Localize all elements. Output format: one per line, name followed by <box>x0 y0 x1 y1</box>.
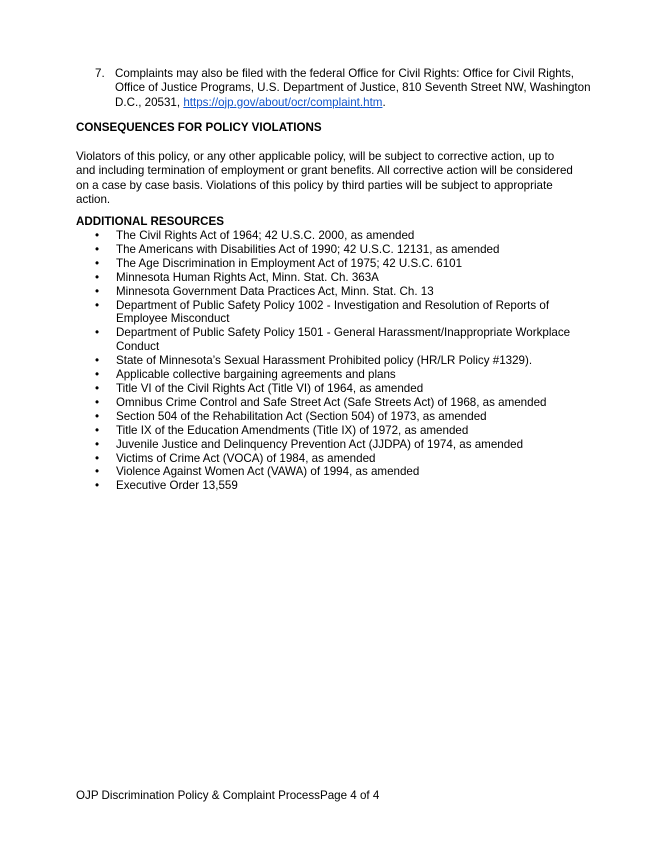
list-item-text: Juvenile Justice and Delinquency Prevention Act (JJDPA) of 1974, as amended <box>116 437 524 451</box>
list-item <box>76 438 596 452</box>
list-item-text: Title IX of the Education Amendments (Title IX) of 1972, as amended <box>116 423 469 437</box>
bullet-icon: • <box>95 479 100 493</box>
list-item <box>76 382 596 396</box>
bullet-icon: • <box>95 354 100 368</box>
bullet-icon: • <box>95 229 100 242</box>
bullet-icon: • <box>95 256 100 270</box>
list-item-text: The Age Discrimination in Employment Act of 1975; 42 U.S.C. 6101 <box>116 256 463 270</box>
bullet-icon: • <box>95 326 100 340</box>
list-item-text: The Civil Rights Act of 1964; 42 U.S.C. 2000, as amended <box>116 229 415 242</box>
consequences-heading: CONSEQUENCES FOR POLICY VIOLATIONS <box>76 121 322 134</box>
list-item <box>76 257 596 271</box>
list-item-text: Applicable collective bargaining agreements and plans <box>116 368 396 382</box>
list-item <box>76 271 596 285</box>
resources-list <box>76 229 596 493</box>
list-item-text: Minnesota Human Rights Act, Minn. Stat. Ch. 363A <box>116 270 379 284</box>
list-item-text: Department of Public Safety Policy 1002 - Investigation and Resolution of Reports of Employee Misconduct <box>116 298 550 326</box>
bullet-icon: • <box>95 270 100 284</box>
item-text <box>115 67 595 110</box>
list-item <box>76 299 596 327</box>
consequences-paragraph: Violators of this policy, or any other applicable policy, will be subject to corrective action, up to and including termination of employment or grant benefits. All corrective action will be considered on a case by case basis. Violations of this policy by third parties will be subject to appropriate action. <box>76 150 573 207</box>
list-item-text: Department of Public Safety Policy 1501 - General Harassment/Inappropriate Workplace Conduct <box>116 326 571 354</box>
list-item-text: Omnibus Crime Control and Safe Street Act (Safe Streets Act) of 1968, as amended <box>116 395 547 409</box>
numbered-item-7 <box>95 67 595 110</box>
list-item <box>76 424 596 438</box>
bullet-icon: • <box>95 451 100 465</box>
bullet-icon: • <box>95 465 100 479</box>
list-item <box>76 243 596 257</box>
bullet-icon: • <box>95 284 100 298</box>
list-item <box>76 285 596 299</box>
list-item <box>76 354 596 368</box>
list-item-text: Violence Against Women Act (VAWA) of 1994, as amended <box>116 465 420 479</box>
page-footer: OJP Discrimination Policy & Complaint ProcessPage 4 of 4 <box>76 789 380 802</box>
item-text-body: Complaints may also be filed with the federal Office for Civil Rights: Office for Civil Rights, Office of Justice Programs, U.S. Department of Justice, 810 Seventh Street NW, Washington D.C., 20531, <box>115 67 591 109</box>
list-item <box>76 368 596 382</box>
list-item <box>76 452 596 466</box>
list-item-text: State of Minnesota’s Sexual Harassment Prohibited policy (HR/LR Policy #1329). <box>116 354 533 368</box>
item-text-suffix: . <box>382 95 386 109</box>
list-item <box>76 229 596 243</box>
resources-heading: ADDITIONAL RESOURCES <box>76 215 224 228</box>
list-item-text: Victims of Crime Act (VOCA) of 1984, as amended <box>116 451 376 465</box>
bullet-icon: • <box>95 395 100 409</box>
bullet-icon: • <box>95 409 100 423</box>
list-item <box>76 410 596 424</box>
bullet-icon: • <box>95 423 100 437</box>
bullet-icon: • <box>95 242 100 256</box>
list-item <box>76 479 596 493</box>
list-item <box>76 326 596 354</box>
bullet-icon: • <box>95 381 100 395</box>
list-item <box>76 396 596 410</box>
list-item-text: Title VI of the Civil Rights Act (Title VI) of 1964, as amended <box>116 381 424 395</box>
bullet-icon: • <box>95 368 100 382</box>
bullet-icon: • <box>95 298 100 312</box>
list-item <box>76 465 596 479</box>
ocr-complaint-link[interactable]: https://ojp.gov/about/ocr/complaint.htm <box>183 95 383 109</box>
list-item-text: Minnesota Government Data Practices Act, Minn. Stat. Ch. 13 <box>116 284 434 298</box>
item-number: 7. <box>95 67 105 80</box>
bullet-icon: • <box>95 437 100 451</box>
list-item-text: The Americans with Disabilities Act of 1990; 42 U.S.C. 12131, as amended <box>116 242 500 256</box>
list-item-text: Section 504 of the Rehabilitation Act (Section 504) of 1973, as amended <box>116 409 487 423</box>
list-item-text: Executive Order 13,559 <box>116 479 238 493</box>
